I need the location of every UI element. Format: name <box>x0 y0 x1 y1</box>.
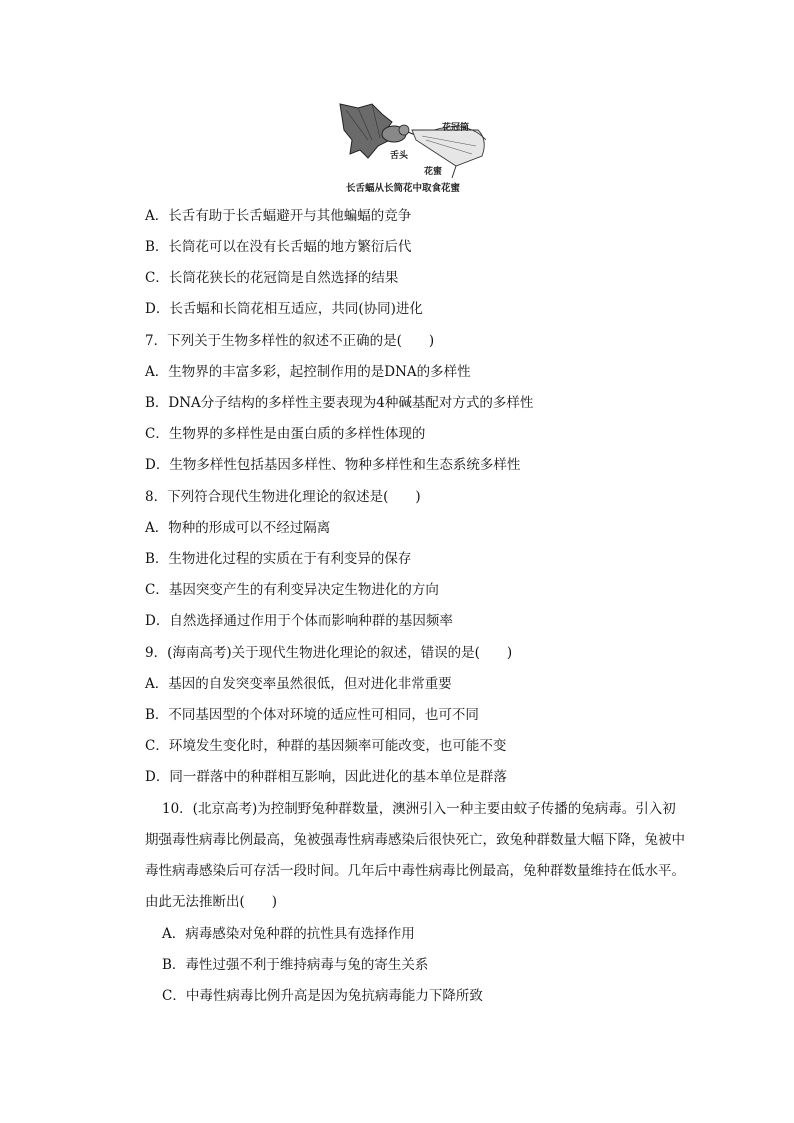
q9-option-b: B．不同基因型的个体对环境的适应性可相同，也可不同 <box>145 707 479 723</box>
q10-stem-line-1: 10．(北京高考)为控制野兔种群数量，澳洲引入一种主要由蚊子传播的兔病毒。引入初 <box>162 801 676 817</box>
label-tongue: 舌头 <box>390 151 409 161</box>
q9-option-d: D．同一群落中的种群相互影响，因此进化的基本单位是群落 <box>145 769 507 785</box>
q10-stem-line-2: 期强毒性病毒比例最高，兔被强毒性病毒感染后很快死亡，致兔种群数量大幅下降，兔被中 <box>145 832 685 848</box>
q7-option-a: A．生物界的丰富多彩，起控制作用的是DNA的多样性 <box>145 364 471 380</box>
q8-option-a: A．物种的形成可以不经过隔离 <box>145 520 331 536</box>
q10-option-a: A．病毒感染对兔种群的抗性具有选择作用 <box>162 926 415 942</box>
q8-option-b: B．生物进化过程的实质在于有利变异的保存 <box>145 551 412 567</box>
q10-stem-line-4: 由此无法推断出( ) <box>145 894 278 910</box>
q6-option-b: B．长筒花可以在没有长舌蝠的地方繁衍后代 <box>145 239 412 255</box>
q7-option-b: B．DNA分子结构的多样性主要表现为4种碱基配对方式的多样性 <box>145 395 534 411</box>
label-nectar: 花蜜 <box>424 167 443 177</box>
bat-flower-figure <box>338 100 490 195</box>
q8-option-d: D．自然选择通过作用于个体而影响种群的基因频率 <box>145 613 453 629</box>
q8-stem: 8．下列符合现代生物进化理论的叙述是( ) <box>145 489 421 505</box>
q6-option-c: C．长筒花狭长的花冠筒是自然选择的结果 <box>145 270 399 286</box>
q9-option-a: A．基因的自发突变率虽然很低，但对进化非常重要 <box>145 676 452 692</box>
q10-stem-line-3: 毒性病毒感染后可存活一段时间。几年后中毒性病毒比例最高，兔种群数量维持在低水平。 <box>145 863 685 879</box>
q10-option-c: C．中毒性病毒比例升高是因为兔抗病毒能力下降所致 <box>162 988 483 1004</box>
q9-option-c: C．环境发生变化时，种群的基因频率可能改变，也可能不变 <box>145 738 507 754</box>
q7-option-c: C．生物界的多样性是由蛋白质的多样性体现的 <box>145 426 426 442</box>
figure-caption: 长舌蝠从长筒花中取食花蜜 <box>346 183 461 194</box>
label-corolla-tube: 花冠筒 <box>442 123 470 133</box>
q9-stem: 9．(海南高考)关于现代生物进化理论的叙述，错误的是( ) <box>145 645 513 661</box>
bat-illustration <box>338 100 490 180</box>
q7-option-d: D．生物多样性包括基因多样性、物种多样性和生态系统多样性 <box>145 457 521 473</box>
q7-stem: 7．下列关于生物多样性的叙述不正确的是( ) <box>145 333 435 349</box>
q8-option-c: C．基因突变产生的有利变异决定生物进化的方向 <box>145 582 439 598</box>
q6-option-a: A．长舌有助于长舌蝠避开与其他蝙蝠的竞争 <box>145 208 412 224</box>
q6-option-d: D．长舌蝠和长筒花相互适应，共同(协同)进化 <box>145 301 423 317</box>
q10-option-b: B．毒性过强不利于维持病毒与兔的寄生关系 <box>162 957 429 973</box>
